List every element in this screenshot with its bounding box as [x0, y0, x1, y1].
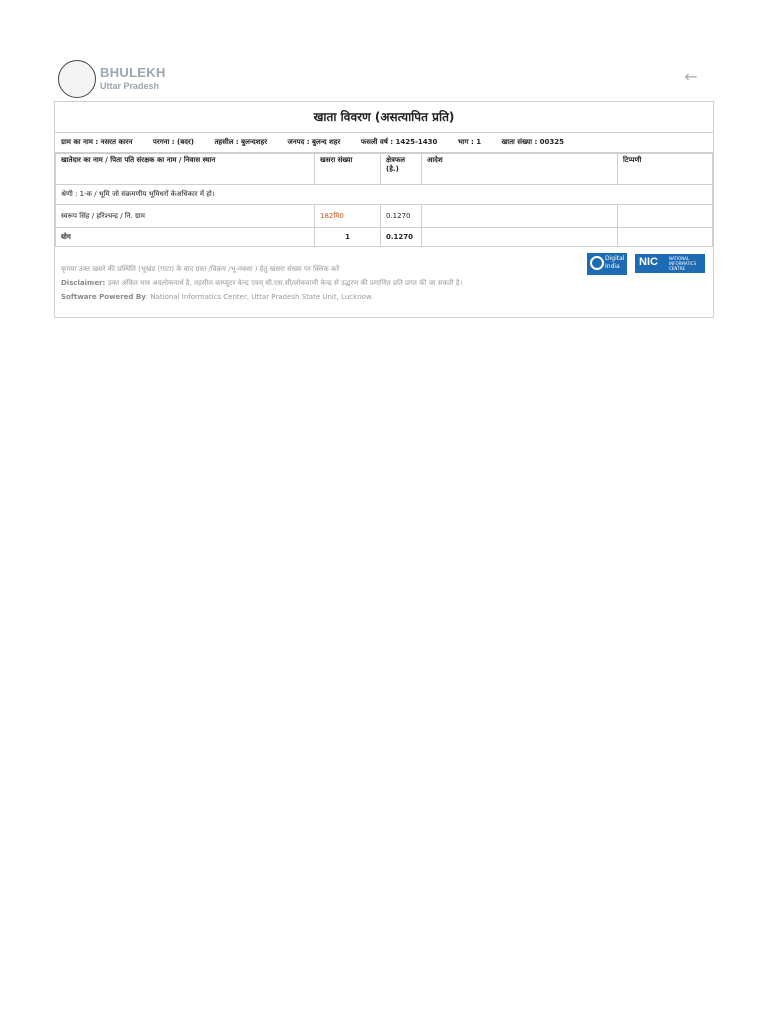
disclaimer-text: उक्त अंकित मात्र अवलोकनार्थ है, तहसील कम्प्यूटर केन्द्र एवम् सी.एस.सी/लोकवाणी केन्द्र से उद्धरण की प्रमाणित प्रति प्राप्त की जा सकती है।: [107, 279, 463, 287]
arrow-left-icon[interactable]: ←: [684, 67, 698, 86]
page-header: [58, 60, 710, 100]
brand-subtitle: Uttar Pradesh: [100, 81, 160, 91]
col-owner: खातेदार का नाम / पिता पति संरक्षक का नाम / निवास स्थान: [56, 154, 315, 185]
footer-note: कृपया उक्त खसरे की प्रस्थिति (भूखंड (गाटा) के बाद ग्रस्त /विक्रय /भू-नक्शा ) हेतु खसरा संख्या पर क्लिक करें: [61, 265, 340, 273]
powered-text: : National Informatics Center, Uttar Pradesh State Unit, Lucknow.: [145, 293, 374, 301]
total-remark: [618, 228, 713, 247]
panel-title: खाता विवरण (असत्यापित प्रति): [55, 102, 713, 133]
category-row: [56, 185, 713, 205]
up-emblem-logo: [58, 60, 96, 98]
area-cell: 0.1270: [381, 205, 422, 228]
category-label: श्रेणी : 1-क / भूमि जो संक्रमणीय भूमिधरों केअधिकार में हो।: [56, 185, 713, 205]
total-row: [56, 228, 713, 247]
digital-india-icon: [590, 256, 604, 270]
meta-khata-number: खाता संख्या : 00325: [501, 138, 565, 146]
owner-cell: स्वरूप सिंह / हरिश्चन्द्र / नि. ग्राम: [56, 205, 315, 228]
khasra-link[interactable]: 182मि0: [315, 205, 381, 228]
brand: [100, 66, 166, 92]
meta-part: भाग : 1: [457, 138, 482, 146]
meta-district: जनपद : बुलन्द शहर: [287, 138, 341, 146]
table-row: [56, 205, 713, 228]
col-remark: टिप्पणी: [618, 154, 713, 185]
disclaimer-label: Disclaimer:: [61, 279, 106, 287]
meta-pargana: परगना : (बदर): [152, 138, 194, 146]
digital-india-logo: [587, 253, 627, 275]
meta-village: ग्राम का नाम : नसरत कारन: [61, 138, 133, 146]
nic-text: NIC: [639, 256, 658, 268]
order-cell: [422, 205, 618, 228]
powered-by: [61, 290, 581, 304]
total-label: योग: [56, 228, 315, 247]
khata-table: [55, 153, 713, 247]
col-khasra: खसरा संख्या: [315, 154, 381, 185]
brand-title: BHULEKH: [100, 65, 166, 80]
digital-india-text: Digital India: [605, 255, 625, 270]
disclaimer: [61, 276, 581, 290]
table-header-row: [56, 154, 713, 185]
footer: [61, 262, 581, 304]
nic-logo: [635, 254, 705, 273]
meta-tehsil: तहसील : बुलन्दशहर: [214, 138, 268, 146]
remark-cell: [618, 205, 713, 228]
nic-subtext: NATIONAL INFORMATICS CENTRE: [669, 256, 697, 271]
meta-row: [55, 133, 713, 153]
khata-panel: [54, 101, 714, 318]
col-area: क्षेत्रफल (हे.): [381, 154, 422, 185]
total-count: 1: [315, 228, 381, 247]
total-order: [422, 228, 618, 247]
powered-label: Software Powered By: [61, 293, 146, 301]
meta-fasli-year: फसली वर्ष : 1425-1430: [360, 138, 438, 146]
total-area: 0.1270: [381, 228, 422, 247]
col-order: आदेश: [422, 154, 618, 185]
